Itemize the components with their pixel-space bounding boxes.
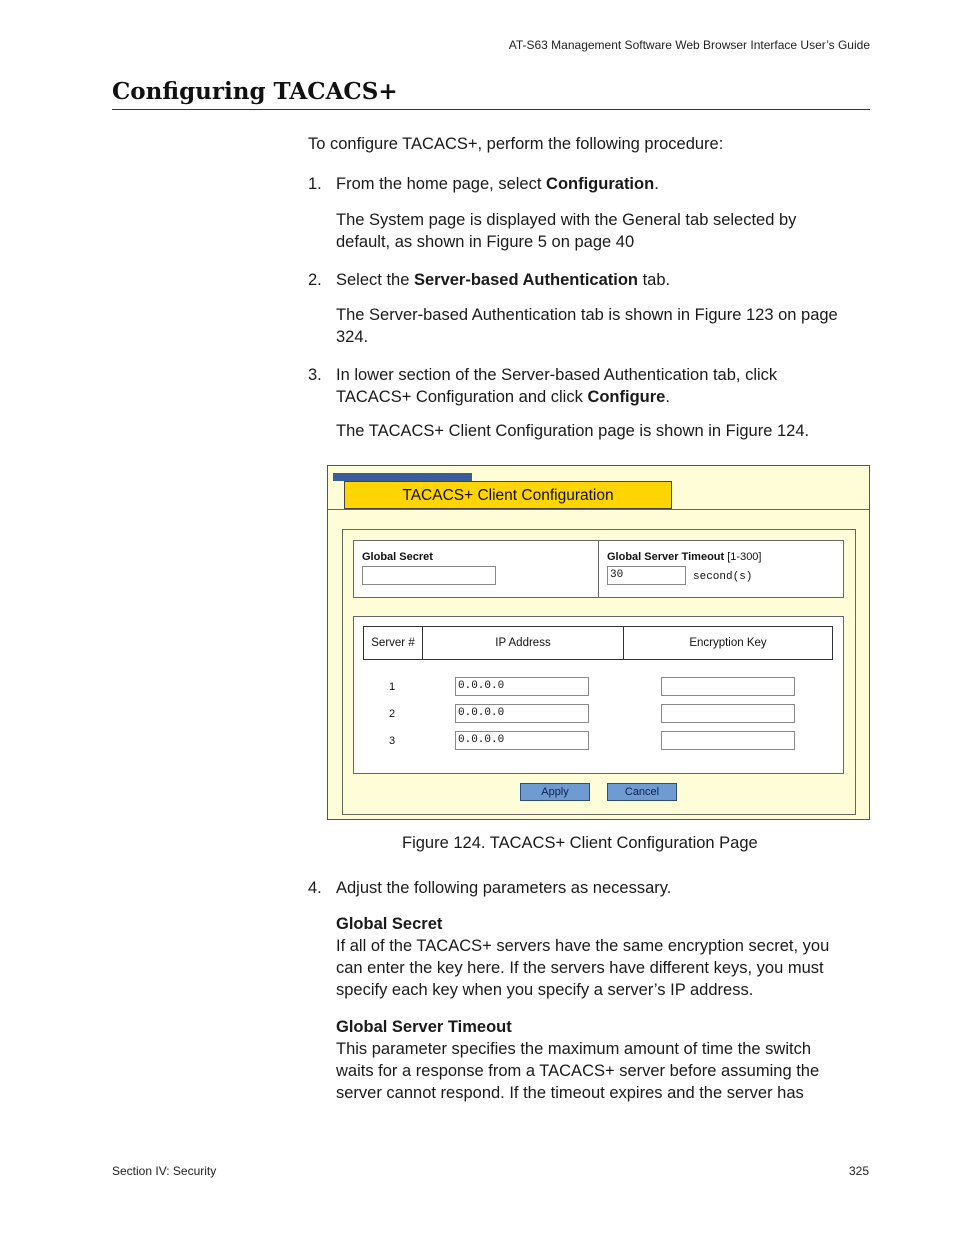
timeout-unit: second(s) (693, 571, 753, 583)
step-number: 2. (308, 271, 322, 289)
server-number: 2 (389, 708, 396, 720)
step-text: Adjust the following parameters as necessary. (336, 879, 672, 897)
step-text: In lower section of the Server-based Authentication tab, click TACACS+ Configuration and click (336, 366, 778, 406)
ip-address-input[interactable]: 0.0.0.0 (455, 731, 589, 750)
running-header: AT-S63 Management Software Web Browser Interface User’s Guide (508, 38, 870, 52)
step-number: 3. (308, 366, 322, 384)
param-description: If all of the TACACS+ servers have the same encryption secret, you can enter the key here. If the servers have different keys, you must specify each key when you specify a server’s IP address. (336, 937, 830, 999)
step-bold: Configure (587, 388, 666, 406)
title-rule (112, 109, 870, 110)
tacacs-config-figure (327, 465, 870, 820)
apply-button[interactable]: Apply (520, 783, 590, 801)
timeout-range: [1-300] (727, 551, 762, 563)
tab-strip (333, 473, 472, 481)
param-description: This parameter specifies the maximum amount of time the switch waits for a response from a TACACS+ server before assuming the server cannot respond. If the timeout expires and the server has (336, 1040, 820, 1102)
footer-page-number: 325 (848, 1164, 869, 1178)
server-table-header (363, 626, 833, 660)
step-text: tab. (638, 271, 671, 289)
encryption-key-input[interactable] (661, 731, 795, 750)
encryption-key-input[interactable] (661, 704, 795, 723)
global-timeout-input[interactable]: 30 (607, 566, 686, 585)
param-heading: Global Secret (336, 915, 443, 933)
figure-caption: Figure 124. TACACS+ Client Configuration Page (402, 834, 758, 852)
ip-address-input[interactable]: 0.0.0.0 (455, 704, 589, 723)
column-header-encryption-key: Encryption Key (689, 637, 767, 649)
param-heading: Global Server Timeout (336, 1018, 512, 1036)
step-1-note: The System page is displayed with the General tab selected by default, as shown in Figure 5 on page 40 (336, 211, 797, 251)
encryption-key-input[interactable] (661, 677, 795, 696)
step-2-note: The Server-based Authentication tab is shown in Figure 123 on page 324. (336, 306, 838, 346)
param-global-server-timeout (336, 1016, 846, 1104)
column-header-server-number: Server # (371, 637, 415, 649)
step-text: . (665, 388, 670, 406)
global-timeout-label: Global Server Timeout (607, 551, 725, 563)
tab-underline (328, 509, 869, 510)
step-number: 4. (308, 879, 322, 897)
server-list-box (353, 616, 844, 774)
step-3-note: The TACACS+ Client Configuration page is shown in Figure 124. (336, 422, 810, 440)
step-bold: Server-based Authentication (413, 271, 638, 289)
server-number: 3 (389, 735, 396, 747)
divider (598, 541, 599, 597)
step-number: 1. (308, 175, 322, 193)
section-title: Configuring TACACS+ (112, 78, 398, 105)
intro-paragraph: To configure TACACS+, perform the following procedure: (308, 135, 724, 153)
server-number: 1 (389, 681, 396, 693)
step-text: From the home page, select (336, 175, 547, 193)
step-text: Select the (336, 271, 414, 289)
global-secret-label: Global Secret (362, 551, 433, 563)
global-settings-box (353, 540, 844, 598)
param-global-secret (336, 913, 846, 1001)
config-panel (342, 529, 856, 815)
column-header-ip-address: IP Address (495, 637, 551, 649)
step-text: . (654, 175, 659, 193)
cancel-button[interactable]: Cancel (607, 783, 677, 801)
global-secret-input[interactable] (362, 566, 496, 585)
step-bold: Configuration (546, 175, 655, 193)
tab-tacacs-client-configuration[interactable]: TACACS+ Client Configuration (344, 481, 672, 509)
ip-address-input[interactable]: 0.0.0.0 (455, 677, 589, 696)
footer-section: Section IV: Security (112, 1164, 217, 1178)
global-timeout-label-group (607, 551, 761, 563)
